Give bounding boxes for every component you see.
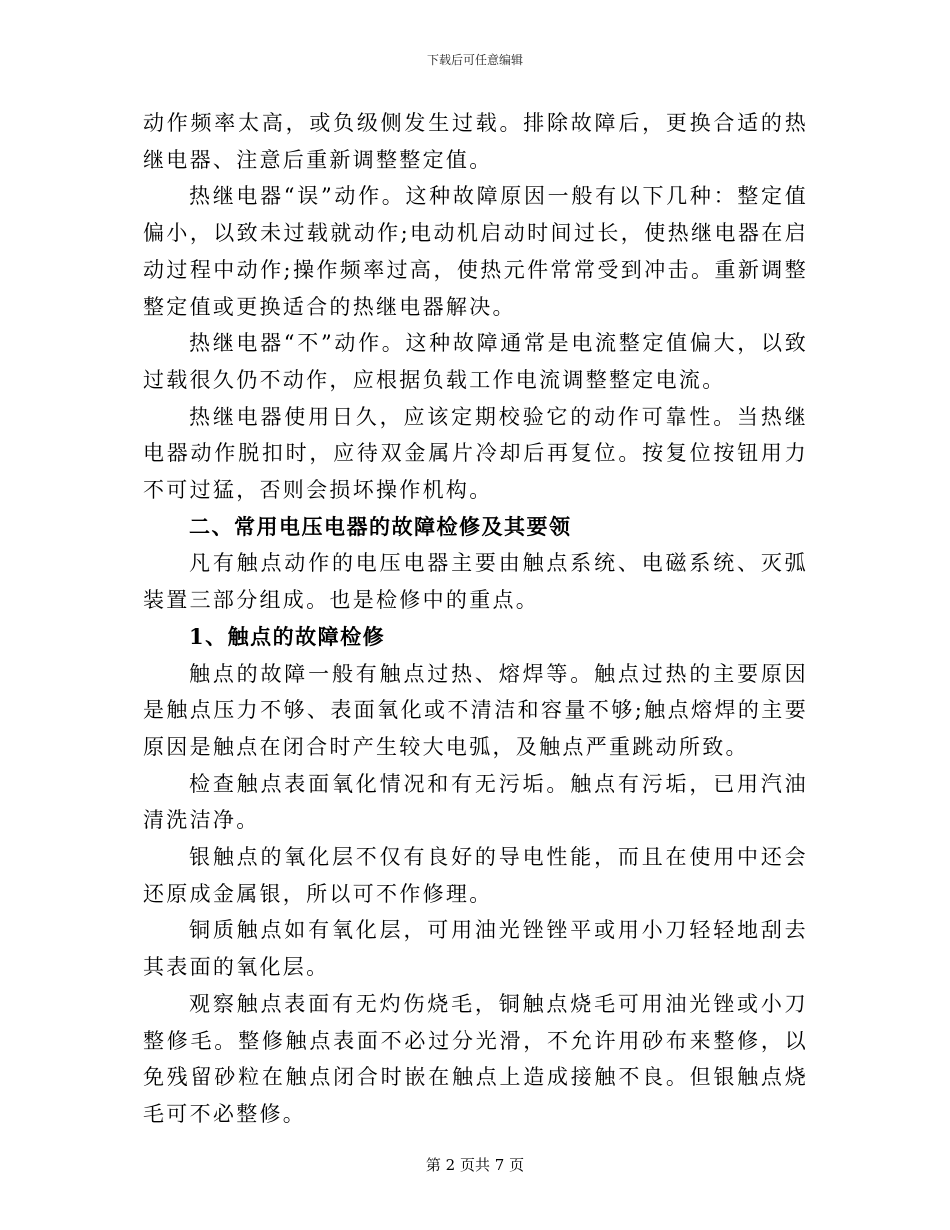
paragraph-overload-continuation: 动作频率太高，或负级侧发生过载。排除故障后，更换合适的热继电器、注意后重新调整整定值。 (143, 111, 808, 172)
paragraph-silver-contacts: 银触点的氧化层不仅有良好的导电性能，而且在使用中还会还原成金属银，所以可不作修理。 (143, 845, 808, 906)
paragraph-copper-contacts: 铜质触点如有氧化层，可用油光锉锉平或用小刀轻轻地刮去其表面的氧化层。 (143, 918, 808, 980)
paragraph-periodic-calibration: 热继电器使用日久，应该定期校验它的动作可靠性。当热继电器动作脱扣时，应待双金属片冷却后再复位。按复位按钮用力不可过猛，否则会损坏操作机构。 (143, 404, 808, 503)
page-number: 第 2 页共 7 页 (425, 1156, 525, 1174)
paragraph-inspect-oxidation: 检查触点表面氧化情况和有无污垢。触点有污垢，已用汽油清洗洁净。 (143, 771, 808, 833)
document-body (143, 105, 808, 1133)
subsection-heading: 1、触点的故障检修 (189, 623, 386, 649)
paragraph-no-trip: 热继电器“不”动作。这种故障通常是电流整定值偏大，以致过载很久仍不动作，应根据负载工作电流调整整定电流。 (143, 331, 808, 392)
paragraph-false-trip: 热继电器“误”动作。这种故障原因一般有以下几种：整定值偏小，以致未过载就动作;电动机启动时间过长，使热继电器在启动过程中动作;操作频率过高，使热元件常常受到冲击。重新调整整定值或更换适合的热继电器解决。 (143, 184, 808, 319)
paragraph-components: 凡有触点动作的电压电器主要由触点系统、电磁系统、灭弧装置三部分组成。也是检修中的重点。 (143, 551, 808, 613)
paragraph-burn-marks: 观察触点表面有无灼伤烧毛，铜触点烧毛可用油光锉或小刀整修毛。整修触点表面不必过分光滑，不允许用砂布来整修，以免残留砂粒在触点闭合时嵌在触点上造成接触不良。但银触点烧毛可不必整修。 (143, 991, 808, 1126)
page-header: 下载后可任意编辑 (426, 53, 523, 67)
paragraph-contact-faults: 触点的故障一般有触点过热、熔焊等。触点过热的主要原因是触点压力不够、表面氧化或不清洁和容量不够;触点熔焊的主要原因是触点在闭合时产生较大电弧，及触点严重跳动所致。 (143, 661, 808, 759)
section-heading: 二、常用电压电器的故障检修及其要领 (189, 513, 572, 539)
